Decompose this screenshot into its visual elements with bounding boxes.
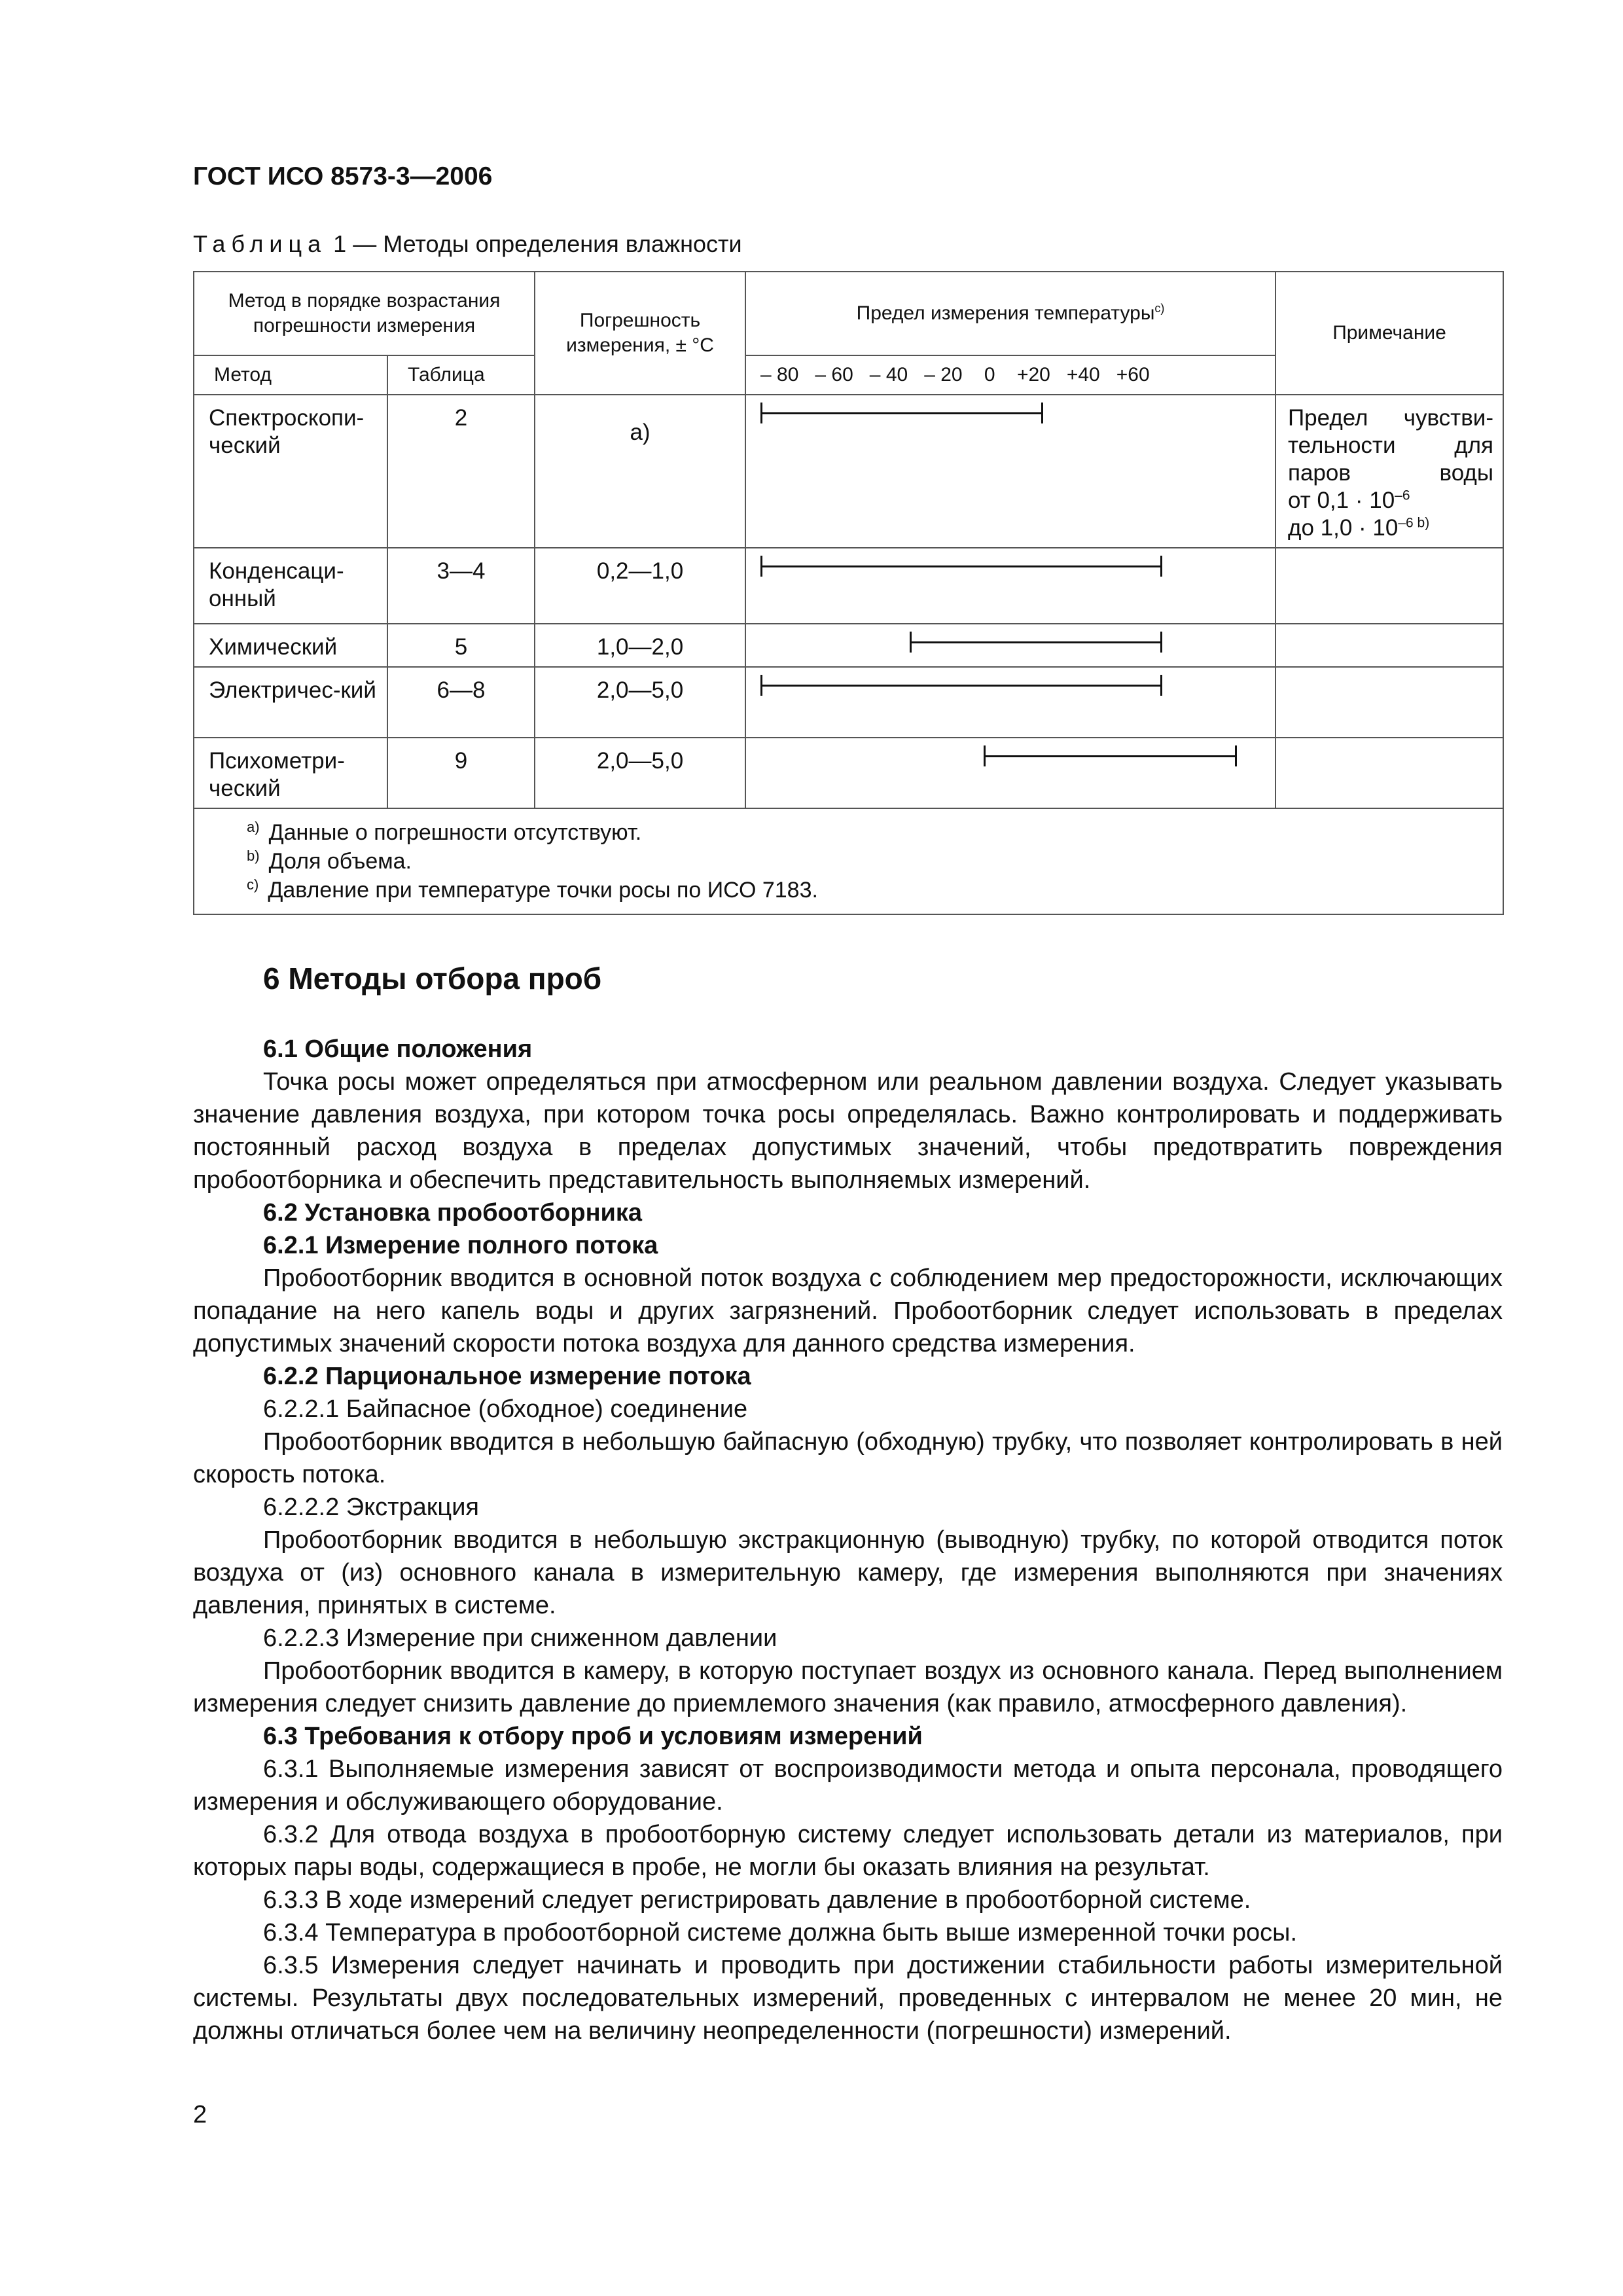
col-method-group: Метод в порядке возрастания погрешности измерения bbox=[194, 272, 535, 355]
paragraph: Точка росы может определяться при атмосферном или реальном давлении воздуха. Следует указывать значение давления воздуха, при котором точка росы определялась. Важно контролировать и поддерживать постоянный расход воздуха в пределах допустимых значений, чтобы предотвратить повреждения пробоотборника и обеспечить представительность выполняемых измерений. bbox=[193, 1068, 1503, 1194]
paragraph: Пробоотборник вводится в небольшую экстракционную (выводную) трубку, по которой отводится поток воздуха от (из) основного канала в измерительную камеру, где измерения выполняются при значениях давления, принятых в системе. bbox=[193, 1526, 1503, 1619]
footnote bbox=[247, 876, 1503, 905]
method-cell: Химический bbox=[194, 624, 387, 667]
accuracy-cell: 1,0—2,0 bbox=[535, 624, 745, 667]
table-ref-cell: 3—4 bbox=[387, 548, 535, 624]
paragraph: 6.3.1 Выполняемые измерения зависят от воспроизводимости метода и опыта персонала, проводящего измерения и обслуживающего оборудование. bbox=[193, 1755, 1503, 1816]
paragraph: 6.3.5 Измерения следует начинать и проводить при достижении стабильности работы измерительной системы. Результаты двух последовательных измерений, проведенных с интервалом не менее 20 мин, не должны отличаться более чем на величину неопределенности (погрешности) измерений. bbox=[193, 1952, 1503, 2045]
note-from bbox=[1288, 487, 1493, 514]
col-table: Таблица bbox=[387, 355, 535, 395]
paragraph: Пробоотборник вводится в небольшую байпасную (обходную) трубку, что позволяет контролировать в ней скорость потока. bbox=[193, 1428, 1503, 1488]
col-accuracy: Погрешность измерения, ± °С bbox=[535, 272, 745, 395]
method-cell: Спектроскопи-ческий bbox=[194, 395, 387, 548]
page-number: 2 bbox=[193, 2101, 207, 2128]
document-header: ГОСТ ИСО 8573-3—2006 bbox=[193, 162, 493, 190]
table-ref-cell: 9 bbox=[387, 738, 535, 808]
col-note: Примечание bbox=[1275, 272, 1503, 395]
table-ref-cell: 6—8 bbox=[387, 667, 535, 738]
range-cell bbox=[745, 624, 1275, 667]
col-method: Метод bbox=[194, 355, 387, 395]
paragraph: 6.2.2.2 Экстракция bbox=[263, 1494, 479, 1521]
paragraph: Пробоотборник вводится в камеру, в которую поступает воздух из основного канала. Перед выполнением измерения следует снизить давление до приемлемого значения (как правило, атмосферного давления). bbox=[193, 1657, 1503, 1717]
footnote-mark: b) bbox=[247, 847, 260, 864]
range-bar bbox=[760, 685, 1162, 687]
note-cell bbox=[1275, 738, 1503, 808]
footnote-mark: а) bbox=[247, 818, 260, 835]
humidity-methods-table bbox=[193, 271, 1504, 915]
paragraph: 6.3 Требования к отбору проб и условиям измерений bbox=[263, 1723, 923, 1750]
range-bar bbox=[760, 412, 1043, 414]
table-row bbox=[194, 738, 1503, 808]
paragraph: 6.3.2 Для отвода воздуха в пробоотборную систему следует использовать детали из материалов, при которых пары воды, содержащиеся в пробе, не могли бы оказать влияния на результат. bbox=[193, 1821, 1503, 1881]
note-cell bbox=[1275, 395, 1503, 548]
range-cell bbox=[745, 548, 1275, 624]
note-to-exp: –6 b) bbox=[1398, 515, 1430, 531]
range-bar bbox=[984, 755, 1237, 757]
range-cell bbox=[745, 738, 1275, 808]
table-caption bbox=[193, 230, 742, 258]
footnote bbox=[247, 818, 1503, 847]
note-cell bbox=[1275, 624, 1503, 667]
note-to bbox=[1288, 514, 1493, 542]
footnote-text: Доля объема. bbox=[268, 849, 412, 874]
temperature-scale: – 80 – 60 – 40 – 20 0 +20 +40 +60 bbox=[745, 355, 1275, 395]
section-title: 6 Методы отбора проб bbox=[263, 961, 602, 996]
table-caption-text: 1 — Методы определения влажности bbox=[333, 230, 742, 257]
note-from-exp: –6 bbox=[1395, 488, 1410, 503]
col-range-sup: c) bbox=[1154, 302, 1165, 315]
table-ref-cell: 5 bbox=[387, 624, 535, 667]
table-row bbox=[194, 624, 1503, 667]
table-row bbox=[194, 548, 1503, 624]
note-to-text: до 1,0 · 10 bbox=[1288, 515, 1399, 541]
range-cell bbox=[745, 667, 1275, 738]
footnote-text: Давление при температуре точки росы по ИСО 7183. bbox=[268, 878, 818, 903]
footnotes-row bbox=[194, 808, 1503, 914]
section-body bbox=[193, 1033, 1503, 2047]
col-range bbox=[745, 272, 1275, 355]
paragraph: 6.3.4 Температура в пробоотборной системе должна быть выше измеренной точки росы. bbox=[263, 1919, 1298, 1946]
accuracy-cell: 2,0—5,0 bbox=[535, 738, 745, 808]
footnote bbox=[247, 847, 1503, 876]
accuracy-cell: а) bbox=[535, 395, 745, 548]
note-cell bbox=[1275, 667, 1503, 738]
note-cell bbox=[1275, 548, 1503, 624]
paragraph: 6.2 Установка пробоотборника bbox=[263, 1199, 643, 1227]
paragraph: 6.2.2 Парциональное измерение потока bbox=[263, 1363, 751, 1390]
note-text: Предел чувстви-тельности для паров воды bbox=[1288, 405, 1494, 486]
paragraph: 6.2.2.3 Измерение при сниженном давлении bbox=[263, 1624, 777, 1652]
footnotes bbox=[194, 808, 1503, 914]
table-row bbox=[194, 395, 1503, 548]
footnote-text: Данные о погрешности отсутствуют. bbox=[268, 820, 642, 845]
method-cell: Электричес-кий bbox=[194, 667, 387, 738]
accuracy-cell: 0,2—1,0 bbox=[535, 548, 745, 624]
accuracy-cell: 2,0—5,0 bbox=[535, 667, 745, 738]
footnote-mark: c) bbox=[247, 876, 259, 893]
table-caption-label: Таблица bbox=[193, 230, 327, 257]
paragraph: Пробоотборник вводится в основной поток воздуха с соблюдением мер предосторожности, исключающих попадание на него капель воды и других загрязнений. Пробоотборник следует использовать в пределах допустимых значений скорости потока воздуха для данного средства измерения. bbox=[193, 1265, 1503, 1357]
paragraph: 6.2.2.1 Байпасное (обходное) соединение bbox=[263, 1395, 748, 1423]
note-from-text: от 0,1 · 10 bbox=[1288, 488, 1395, 513]
range-bar bbox=[760, 565, 1162, 567]
range-cell bbox=[745, 395, 1275, 548]
method-cell: Конденсаци-онный bbox=[194, 548, 387, 624]
paragraph: 6.3.3 В ходе измерений следует регистрировать давление в пробоотборной системе. bbox=[263, 1886, 1251, 1914]
paragraph: 6.2.1 Измерение полного потока bbox=[263, 1232, 658, 1259]
method-cell: Психометри-ческий bbox=[194, 738, 387, 808]
col-range-label: Предел измерения температуры bbox=[856, 302, 1155, 324]
table-row bbox=[194, 667, 1503, 738]
range-bar bbox=[910, 641, 1163, 643]
paragraph: 6.1 Общие положения bbox=[263, 1035, 533, 1063]
table-ref-cell: 2 bbox=[387, 395, 535, 548]
